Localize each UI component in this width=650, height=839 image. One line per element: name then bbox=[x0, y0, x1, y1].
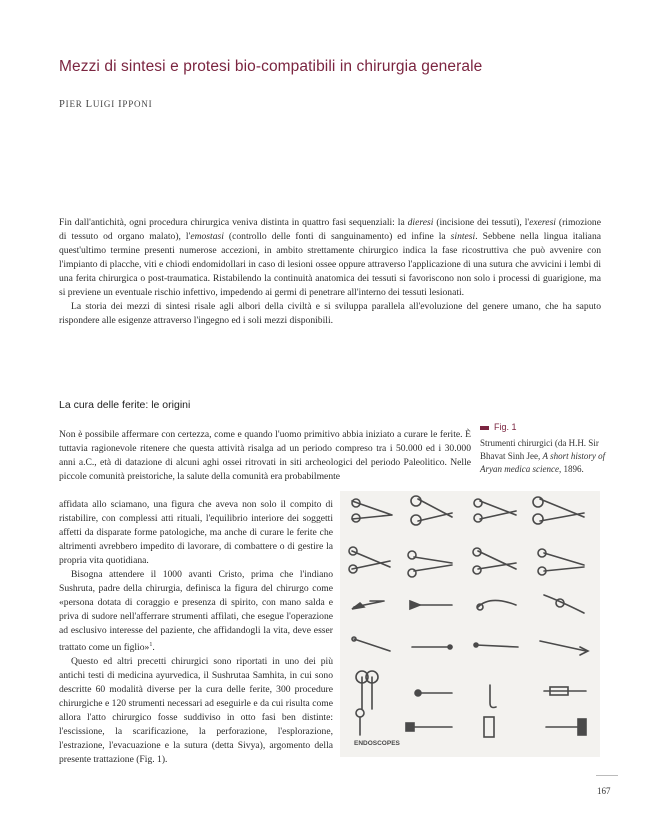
pincers-icon bbox=[411, 496, 452, 525]
syringe-icon bbox=[544, 687, 586, 695]
tube-icon bbox=[484, 717, 494, 737]
tongs-icon bbox=[356, 671, 378, 709]
figure-surgical-instruments bbox=[340, 491, 600, 757]
endoscopes-label: ENDOSCOPES bbox=[354, 740, 400, 747]
cautery-icon bbox=[356, 709, 364, 735]
intro-paragraph-1: Fin dall'antichità, ogni procedura chirurgica veniva distinta in quattro fasi sequenziali: la dieresi (incisione dei tessuti), l'exeresi (rimozione di tessuto od organo malato), l'emostasi (controllo delle fonti di sanguinamento) ed infine la sintesi. Sebbene nella lingua italiana quest'ultimo termine presenti numerose accezioni, in ambito strettamente chirurgico indica la fase ricostruttiva che può avvenire con l'impianto di placche, viti e chiodi endomidollari in caso di lesioni ossee oppure attraverso l'applicazione di una sutura che avvicini i lembi di una ferita chirurgica o post-traumatica. Ristabilendo la continuità anatomica dei tessuti si favoriscono non solo i processi di guarigione, ma si previene un eventuale rischio infettivo, impedendo ai germi di penetrare all'interno dei tessuti lesionati. bbox=[59, 217, 601, 298]
crossed-forceps-icon bbox=[349, 547, 390, 573]
page-number: 167 bbox=[597, 786, 611, 796]
mallet-icon bbox=[546, 719, 586, 735]
spear-probe-icon bbox=[540, 641, 588, 655]
page-rule bbox=[596, 775, 618, 776]
curved-knife-icon bbox=[477, 600, 516, 610]
section-paragraph-1: Non è possibile affermare con certezza, come e quando l'uomo primitivo abbia iniziato a curare le ferite. È tuttavia ragionevole ritenere che questa attività risalga ad un periodo compreso tra i 50.000 ed i 30.000 anni a.C., età di datazione di alcuni aghi ossei ritrovati in siti archeologici del periodo Paleolitico. Nelle piccole comunità preistoriche, la salute della comunità era probabilmente bbox=[59, 429, 471, 482]
toothed-forceps-icon bbox=[533, 497, 584, 524]
forceps-icon bbox=[352, 499, 392, 522]
figure-caption: Fig. 1 Strumenti chirurgici (da H.H. Sir Bhavat Sinh Jee, A short history of Aryan medica science, 1896. bbox=[480, 421, 608, 476]
long-needle-icon bbox=[474, 643, 518, 647]
needle-probe-icon bbox=[352, 637, 390, 651]
figure-marker bbox=[480, 426, 489, 430]
intro-paragraph-2: La storia dei mezzi di sintesi risale agli albori della civiltà e si sviluppa parallela all'evoluzione del genere umano, che ha saputo rispondere alle esigenze attraverso l'ingegno ed i soli mezzi disponibili. bbox=[59, 301, 601, 326]
scalpel-icon bbox=[410, 601, 452, 609]
section-paragraph-1-continued: affidata allo sciamano, una figura che aveva non solo il compito di ristabilire, con complessi atti rituali, l'equilibrio interiore dei soggetti affetti da disparate forme patologiche, ma anche di curare le ferite che altrimenti avrebbero impedito di lavorare, di combattere o di gestire la propria vita quotidiana. bbox=[59, 499, 333, 566]
spatula-icon bbox=[406, 723, 452, 731]
chapter-title: Mezzi di sintesi e protesi bio-compatibili in chirurgia generale bbox=[59, 58, 483, 75]
sharp-needle-icon bbox=[412, 645, 452, 649]
scissor-forceps-icon bbox=[474, 499, 516, 522]
section-heading: La cura delle ferite: le origini bbox=[59, 399, 191, 411]
rod-probe-icon bbox=[415, 690, 452, 696]
surgical-instruments-illustration bbox=[340, 491, 600, 757]
figure-label: Fig. 1 bbox=[480, 421, 608, 434]
section-paragraph-3: Questo ed altri precetti chirurgici sono riportati in uno dei più antichi testi di medicina ayurvedica, il Sushrutaa Samhita, in cui sono descritte 60 modalità diverse per la cura delle ferite, 300 procedure chirurgiche e 120 strumenti necessari ad eseguirle e da cui risulta come allora l'atto chirurgico fosse suddiviso in otto fasi ben distinte: l'escissione, la scarificazione, la perforazione, l'esplorazione, l'estrazione, l'evacuazione e la sutura (detta Sivya), argomento della presente trattazione (Fig. 1). bbox=[59, 656, 333, 766]
author-name: PIER LUIGI IPPONI bbox=[59, 99, 153, 110]
heron-forceps-icon bbox=[538, 549, 584, 575]
dental-pliers-icon bbox=[408, 551, 452, 577]
hook-icon bbox=[490, 685, 496, 708]
section-text-column bbox=[59, 498, 333, 767]
section-paragraph-2: Bisogna attendere il 1000 avanti Cristo, prima che l'indiano Sushruta, padre della chirurgia, definisca la figura del chirurgo come «persona dotata di coraggio e presenza di spirito, con mano salda e priva di sudore nell'afferrare strumenti affilati, che esegue l'operazione ad esclusivo interesse del paziente, che affidandogli la vita, deve esser trattato come un figlio»$^1$. bbox=[59, 569, 333, 654]
bone-nippers-icon bbox=[473, 548, 516, 574]
intro-text bbox=[59, 216, 601, 328]
lancet-icon bbox=[352, 601, 384, 609]
probe-icon bbox=[544, 595, 584, 613]
